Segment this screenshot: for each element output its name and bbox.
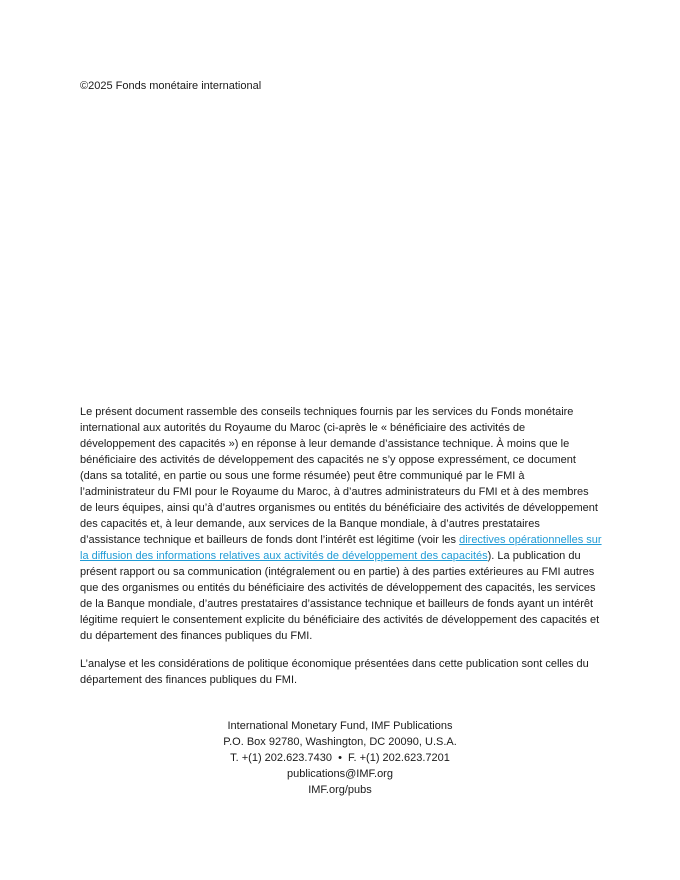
disclaimer-block: [80, 404, 602, 688]
copyright-notice: ©2025 Fonds monétaire international: [80, 80, 262, 92]
publisher-email: publications@IMF.org: [287, 768, 393, 780]
analysis-statement: L’analyse et les considérations de politique économique présentées dans cette publication sont celles du département des finances publiques du FMI.: [80, 658, 589, 686]
disclaimer-paragraph: [80, 404, 602, 644]
phone-fax: T. +(1) 202.623.7430 • F. +(1) 202.623.7201: [230, 752, 450, 764]
disclaimer-text-start: Le présent document rassemble des conseils techniques fournis par les services du Fonds monétaire international aux autorités du Royaume du Maroc (ci-après le « bénéficiaire des activités de développement des capacités ») en réponse à leur demande d’assistance technique. À moins que le bénéficiaire des activités de développement des capacités ne s’y oppose expressément, ce document (dans sa totalité, en partie ou sous une forme résumée) peut être communiqué par le FMI à l’administrateur du FMI pour le Royaume du Maroc, à d’autres administrateurs du FMI et à des membres de leurs équipes, ainsi qu’à d’autres organismes ou entités du bénéficiaire des activités de développement des capacités et, à leur demande, aux services de la Banque mondiale, à d’autres prestataires d’assistance technique et bailleurs de fonds dont l’intérêt est légitime (voir les: [80, 406, 598, 546]
publisher-website: IMF.org/pubs: [308, 784, 372, 796]
publisher-contact: [80, 718, 600, 798]
dissemination-guidelines-link[interactable]: directives opérationnelles sur la diffusion des informations relatives aux activités de développement des capacités: [80, 534, 602, 562]
publisher-name: International Monetary Fund, IMF Publications: [227, 720, 453, 732]
disclaimer-text-end: ). La publication du présent rapport ou sa communication (intégralement ou en partie) à des parties extérieures au FMI autres que des organismes ou entités du bénéficiaire des activités de développement des capacités, les services de la Banque mondiale, d’autres prestataires d’assistance technique et bailleurs de fonds ayant un intérêt légitime requiert le consentement explicite du bénéficiaire des activités de développement des capacités et du département des finances publiques du FMI.: [80, 550, 600, 642]
postal-address: P.O. Box 92780, Washington, DC 20090, U.S.A.: [223, 736, 457, 748]
